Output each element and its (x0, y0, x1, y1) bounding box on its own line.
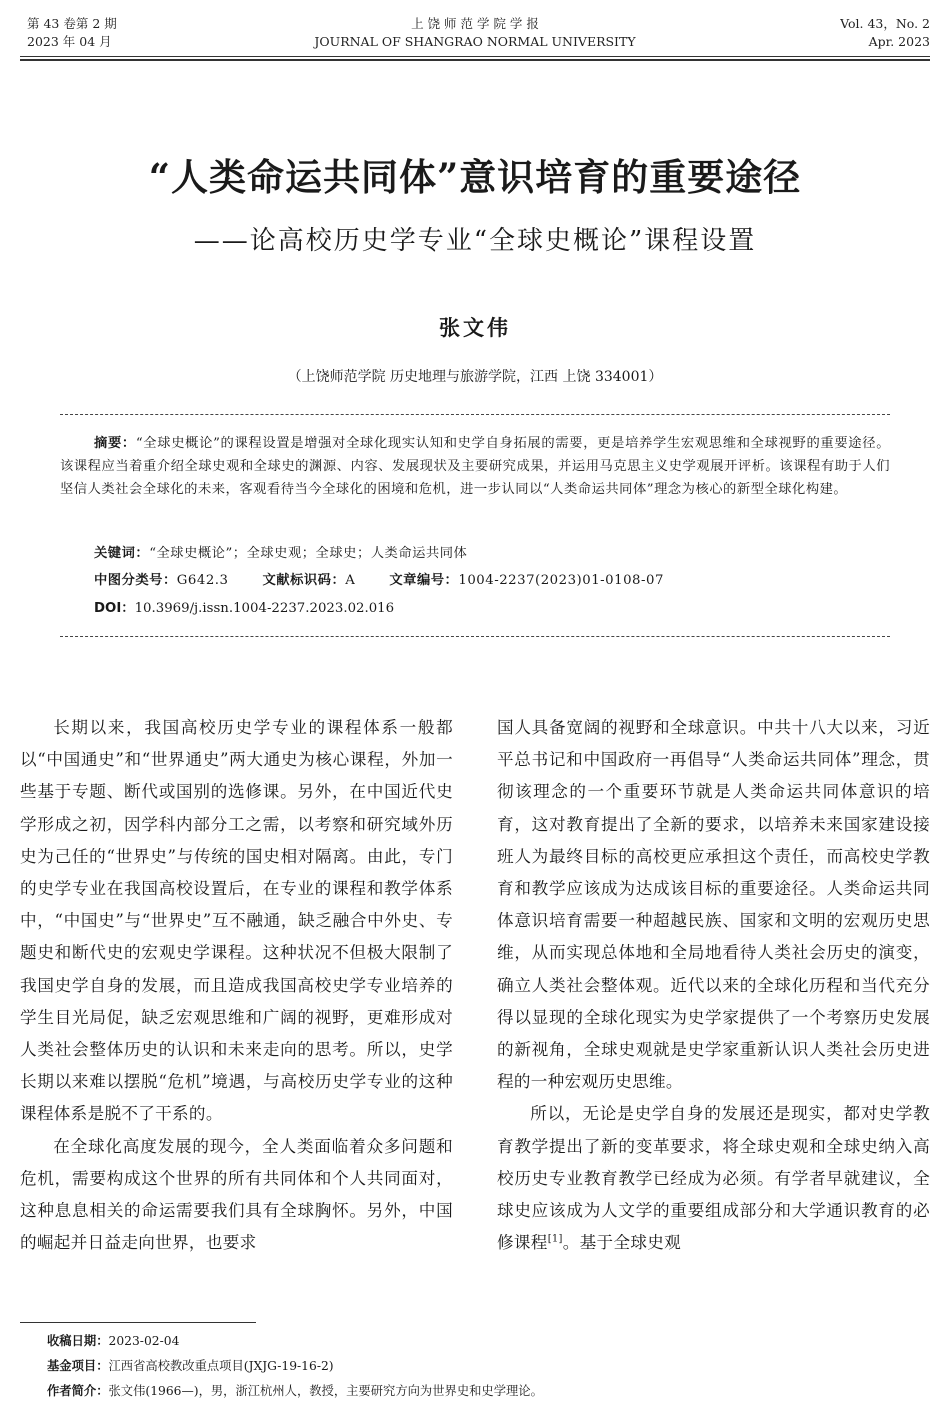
footnote-received (47, 1332, 179, 1350)
issue-date: 2023 年 04 月 (27, 34, 112, 49)
footnote-rule (20, 1322, 256, 1323)
header-rule-thin (20, 56, 930, 57)
body-paragraph: 在全球化高度发展的现今，全人类面临着众多问题和危机，需要构成这个世界的所有共同体和个人共同面对，这种息息相关的命运需要我们具有全球胸怀。另外，中国的崛起并日益走向世界，也要求 (20, 1136, 453, 1253)
article-number-label: 文章编号： (389, 573, 459, 588)
clc-value: G642.3 (176, 573, 229, 588)
issue-number: 第 43 卷第 2 期 (27, 16, 117, 31)
keywords (94, 544, 467, 564)
bio-text: 张文伟(1966—)，男，浙江杭州人，教授，主要研究方向为世界史和史学理论。 (108, 1384, 543, 1398)
doi-line (94, 599, 394, 619)
journal-name-en: JOURNAL OF SHANGRAO NORMAL UNIVERSITY (314, 34, 636, 49)
abstract-divider-top (60, 414, 890, 415)
body-column-left (20, 712, 453, 1259)
date-en: Apr. 2023 (868, 34, 930, 49)
fund-text: 江西省高校教改重点项目(JXJG-19-16-2) (108, 1359, 334, 1373)
body-paragraph: 长期以来，我国高校历史学专业的课程体系一般都以“中国通史”和“世界通史”两大通史为核心课程，外加一些基于专题、断代或国别的选修课。另外，在中国近代史学形成之初，因学科内部分工之需，以考察和研究域外历史为己任的“世界史”与传统的国史相对隔离。由此，专门的史学专业在我国高校设置后，在专业的课程和教学体系中，“中国史”与“世界史”互不融通，缺乏融合中外史、专题史和断代史的宏观史学课程。这种状况不但极大限制了我国史学自身的发展，而且造成我国高校史学专业培养的学生目光局促，缺乏宏观思维和广阔的视野，更难形成对人类社会整体历史的认识和未来走向的思考。所以，史学长期以来难以摆脱“危机”境遇，与高校历史学专业的这种课程体系是脱不了干系的。 (20, 718, 453, 1124)
body-paragraph: 国人具备宽阔的视野和全球意识。中共十八大以来，习近平总书记和中国政府一再倡导“人类命运共同体”理念，贯彻该理念的一个重要环节就是人类命运共同体意识的培育，这对教育提出了全新的要求，以培养未来国家建设接班人为最终目标的高校更应承担这个责任，而高校史学教育和教学应该成为达成该目标的重要途径。人类命运共同体意识培育需要一种超越民族、国家和文明的宏观历史思维，从而实现总体地和全局地看待人类社会历史的演变，确立人类社会整体观。近代以来的全球化历程和当代充分得以显现的全球化现实为史学家提供了一个考察历史发展的新视角，全球史观就是史学家重新认识人类社会历史进程的一种宏观历史思维。 (497, 718, 930, 1092)
footnote-author-bio (47, 1382, 543, 1400)
body-text: 所以，无论是史学自身的发展还是现实，都对史学教育教学提出了新的变革要求，将全球史观和全球史纳入高校历史专业教育教学已经成为必须。有学者早就建议，全球史应该成为人文学的重要组成部分和大学通识教育的必修课程 (497, 1104, 930, 1253)
article-subtitle: ——论高校历史学专业“全球史概论”课程设置 (193, 226, 757, 256)
clc-label: 中图分类号： (94, 573, 177, 588)
volume-en: Vol. 43，No. 2 (840, 16, 930, 31)
fund-label: 基金项目： (47, 1359, 109, 1373)
author-affiliation: （上饶师范学院 历史地理与旅游学院，江西 上饶 334001） (287, 369, 663, 385)
keywords-label: 关键词： (94, 546, 150, 561)
abstract (60, 432, 890, 501)
doc-code-label: 文献标识码： (262, 573, 346, 588)
footnote-fund (47, 1357, 334, 1375)
page-header-right (840, 15, 930, 51)
abstract-label: 摘要： (94, 436, 136, 451)
author-name: 张文伟 (439, 315, 511, 340)
header-rule-thick (20, 59, 930, 61)
received-label: 收稿日期： (47, 1334, 109, 1348)
doi-label: DOI： (94, 601, 135, 616)
doi-value: 10.3969/j.issn.1004-2237.2023.02.016 (134, 601, 395, 616)
body-paragraph (497, 1098, 930, 1259)
abstract-divider-bottom (60, 636, 890, 637)
citation-reference[interactable]: [1] (547, 1233, 563, 1245)
bio-label: 作者简介： (47, 1384, 109, 1398)
page-header-center (0, 15, 950, 51)
classification-line (94, 571, 664, 591)
received-date: 2023-02-04 (108, 1334, 180, 1348)
article-title: “人类命运共同体”意识培育的重要途径 (148, 155, 802, 199)
body-column-right (497, 712, 930, 1259)
abstract-text: “全球史概论”的课程设置是增强对全球化现实认知和史学自身拓展的需要，更是培养学生宏观思维和全球视野的重要途径。该课程应当着重介绍全球史观和全球史的渊源、内容、发展现状及主要研究成果，并运用马克思主义史学观展开评析。该课程有助于人们坚信人类社会全球化的未来，客观看待当今全球化的困境和危机，进一步认同以“人类命运共同体”理念为核心的新型全球化构建。 (60, 436, 890, 497)
journal-name-cn: 上 饶 师 范 学 院 学 报 (411, 16, 539, 31)
keywords-text: “全球史概论”；全球史观；全球史；人类命运共同体 (149, 546, 468, 561)
doc-code-value: A (345, 573, 356, 588)
body-text: 。基于全球史观 (562, 1233, 682, 1253)
article-number-value: 1004-2237(2023)01-0108-07 (458, 573, 664, 588)
